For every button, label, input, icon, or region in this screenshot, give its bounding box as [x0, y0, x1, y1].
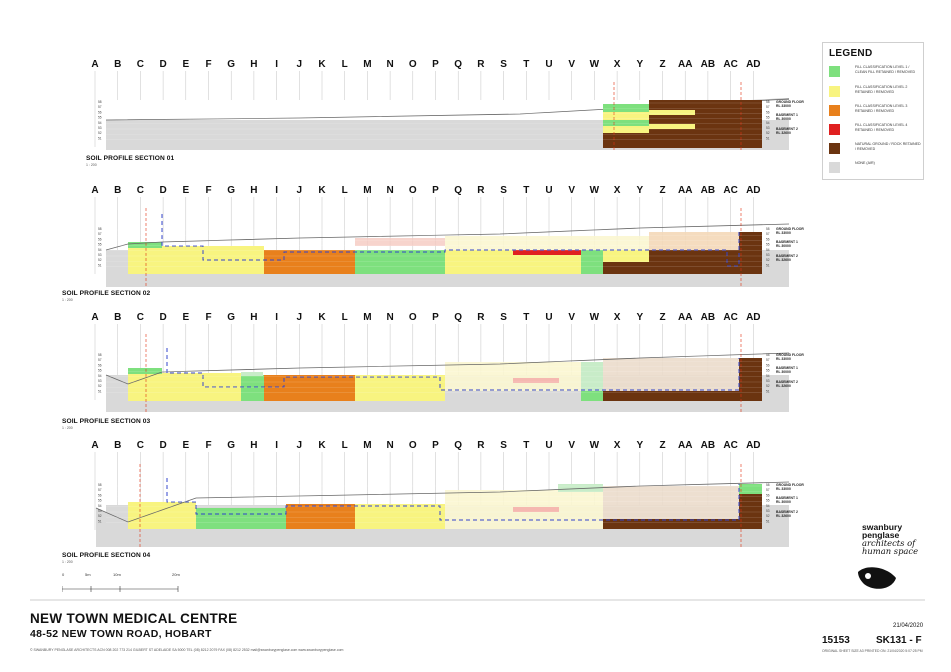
grid-letter: R [477, 185, 485, 196]
rl-tick-label: 58 [98, 353, 102, 357]
grid-letter: K [318, 59, 326, 70]
grid-letter: Z [659, 59, 666, 70]
section-title: SOIL PROFILE SECTION 03 [62, 418, 151, 425]
rl-tick-label: 58 [766, 483, 770, 487]
level-label: BASEMENT 2 [776, 254, 798, 258]
grid-letter: G [227, 59, 236, 70]
grid-letter: AA [677, 312, 693, 323]
grid-letter: E [182, 59, 190, 70]
level-label: RL 33000 [776, 231, 791, 235]
grid-letter: AD [746, 440, 761, 451]
level-label: BASEMENT 1 [776, 366, 798, 370]
grid-letter: AA [677, 440, 693, 451]
grid-letter: K [318, 440, 326, 451]
legend-label: FILL CLASSIFICATION LEVEL 4 RETAINED / REMOVED [855, 123, 908, 132]
level-label: RL 30000 [776, 500, 791, 504]
section-scale: 1 : 200 [62, 560, 73, 564]
grid-letter: B [114, 59, 122, 70]
logo-line2: penglase [862, 530, 900, 540]
grid-letter: A [91, 312, 99, 323]
grid-letter: AA [677, 185, 693, 196]
rl-tick-label: 52 [766, 131, 770, 136]
fill-level2-block [649, 110, 695, 115]
rl-tick-label: 57 [766, 358, 770, 363]
rl-tick-label: 56 [98, 493, 102, 498]
rl-tick-label: 52 [766, 514, 770, 519]
rl-tick-label: 57 [766, 105, 770, 110]
natural-ground-block [739, 358, 762, 401]
legend-label: NONE (AIR) [855, 161, 875, 165]
fill-level1-block [739, 484, 762, 494]
rl-tick-label: 51 [98, 136, 102, 141]
rl-tick-label: 58 [766, 353, 770, 357]
grid-letter: AD [746, 185, 761, 196]
fill-level2-block [603, 112, 649, 120]
scale-label: 20m [172, 572, 180, 577]
level-label: GROUND FLOOR [776, 100, 804, 104]
rl-tick-label: 55 [98, 115, 102, 120]
scale-bar-graphic [62, 586, 182, 592]
legend-label: FILL CLASSIFICATION LEVEL 3 RETAINED / REMOVED [855, 104, 908, 113]
legend-swatch [829, 143, 840, 154]
level-label: RL 30000 [776, 244, 791, 248]
grid-letter: X [613, 59, 621, 70]
rl-tick-label: 53 [766, 126, 770, 130]
legend-item [829, 161, 921, 175]
rl-tick-label: 55 [766, 368, 770, 373]
grid-letter: K [318, 185, 326, 196]
level-label: RL 30000 [776, 370, 791, 374]
grid-letter: S [500, 440, 507, 451]
grid-letter: A [91, 185, 99, 196]
grid-letter: Y [636, 185, 644, 196]
fill-level3-block [264, 375, 355, 401]
legend-item [829, 142, 921, 156]
scale-label: 10m [113, 572, 121, 577]
section-title: SOIL PROFILE SECTION 02 [62, 290, 151, 297]
grid-letter: C [136, 185, 145, 196]
rl-tick-label: 51 [766, 136, 770, 141]
level-label: BASEMENT 2 [776, 380, 798, 384]
section-04 [91, 440, 804, 547]
fill-level1-block [603, 104, 649, 112]
fill-level1-block [603, 120, 649, 126]
grid-letter: Z [659, 312, 666, 323]
rl-tick-label: 51 [98, 519, 102, 524]
grid-letter: J [296, 312, 303, 323]
faded-fill [649, 232, 739, 250]
grid-letter: N [386, 440, 394, 451]
grid-letter: E [182, 185, 190, 196]
level-labels [776, 483, 804, 518]
rl-tick-label: 55 [98, 368, 102, 373]
faded-fill [513, 378, 559, 383]
legend-item [829, 104, 921, 118]
grid-letter: M [363, 440, 372, 451]
grid-letter: E [182, 440, 190, 451]
level-label: RL 33000 [776, 357, 791, 361]
scale-label: 0 [62, 572, 65, 577]
grid-letter: AD [746, 312, 761, 323]
grid-letter: J [296, 440, 303, 451]
grid-letter: H [250, 185, 258, 196]
rl-tick-label: 56 [766, 363, 770, 368]
rl-tick-label: 52 [98, 384, 102, 389]
grid-letter: M [363, 59, 372, 70]
rl-tick-label: 58 [766, 100, 770, 104]
level-label: RL 32600 [776, 131, 791, 135]
company-logo [862, 523, 932, 555]
rl-tick-label: 58 [98, 483, 102, 487]
fill-level1-block [128, 368, 162, 374]
issue-date: 21/04/2020 [893, 623, 924, 629]
legend-swatch [829, 105, 840, 116]
natural-ground-block [739, 232, 762, 274]
level-label: GROUND FLOOR [776, 483, 804, 487]
rl-tick-label: 53 [98, 509, 102, 513]
section-scale: 1 : 200 [62, 426, 73, 430]
logo-mark-icon [856, 564, 900, 592]
legend-label: FILL CLASSIFICATION LEVEL 1 / CLEAN FILL RETAINED / REMOVED [855, 65, 916, 74]
grid-letter: J [296, 185, 303, 196]
fill-level3-block [286, 504, 355, 529]
level-labels [776, 227, 804, 262]
grid-letter: F [205, 185, 212, 196]
grid-letter: R [477, 440, 485, 451]
rl-tick-label: 55 [766, 115, 770, 120]
fill-level2-block [355, 375, 445, 401]
grid-letter: K [318, 312, 326, 323]
grid-letter: AC [723, 440, 738, 451]
section-title: SOIL PROFILE SECTION 04 [62, 552, 151, 559]
rl-tick-label: 55 [766, 498, 770, 503]
rl-tick-label: 54 [98, 247, 102, 252]
grid-letter: I [275, 185, 278, 196]
rl-tick-label: 51 [766, 519, 770, 524]
rl-tick-label: 56 [98, 237, 102, 242]
grid-letter: D [159, 185, 167, 196]
grid-letter: T [523, 59, 530, 70]
grid-letter: Q [454, 312, 463, 323]
grid-letter: F [205, 312, 212, 323]
section-scale: 1 : 200 [86, 163, 97, 167]
faded-fill [603, 358, 739, 391]
fill-level2-block [603, 126, 649, 133]
level-label: GROUND FLOOR [776, 227, 804, 231]
grid-letter: U [545, 59, 553, 70]
grid-letter: D [159, 440, 167, 451]
fill-level1-block [581, 250, 603, 274]
fill-level1-block [196, 508, 286, 529]
grid-letter: S [500, 185, 507, 196]
level-label: RL 32600 [776, 514, 791, 518]
grid-letter: W [589, 185, 600, 196]
grid-letter: T [523, 312, 530, 323]
grid-letter: D [159, 59, 167, 70]
legend-item [829, 65, 921, 79]
rl-tick-label: 57 [98, 488, 102, 493]
grid-letter: S [500, 312, 507, 323]
grid-letter: E [182, 312, 190, 323]
logo-tagline2: human space [862, 546, 919, 556]
rl-tick-label: 53 [98, 379, 102, 383]
rl-tick-label: 51 [766, 389, 770, 394]
grid-letter: P [432, 59, 439, 70]
legend-swatch [829, 66, 840, 77]
rl-tick-label: 54 [98, 120, 102, 125]
rl-tick-label: 57 [98, 232, 102, 237]
grid-letter: AB [700, 185, 716, 196]
rl-tick-label: 54 [98, 503, 102, 508]
rl-tick-label: 55 [766, 242, 770, 247]
grid-letter: G [227, 312, 236, 323]
faded-fill [241, 372, 263, 376]
grid-letter: L [341, 440, 348, 451]
rl-tick-label: 56 [98, 110, 102, 115]
grid-letter: H [250, 59, 258, 70]
grid-letter: W [589, 440, 600, 451]
level-label: BASEMENT 1 [776, 496, 798, 500]
grid-letter: Q [454, 440, 463, 451]
level-labels [776, 353, 804, 388]
rl-tick-label: 56 [98, 363, 102, 368]
rl-tick-label: 52 [766, 258, 770, 263]
faded-fill [355, 238, 445, 246]
grid-letter: V [568, 185, 576, 196]
rl-tick-label: 52 [98, 258, 102, 263]
grid-letter: V [568, 440, 576, 451]
rl-tick-label: 52 [98, 131, 102, 136]
rl-tick-label: 53 [766, 509, 770, 513]
grid-letter: U [545, 312, 553, 323]
grid-letter: B [114, 440, 122, 451]
grid-letter: R [477, 312, 485, 323]
grid-letter: L [341, 59, 348, 70]
rl-tick-label: 54 [98, 373, 102, 378]
scale-bar [62, 572, 182, 597]
grid-letter: X [613, 440, 621, 451]
grid-letter: AA [677, 59, 693, 70]
grid-letter: T [523, 185, 530, 196]
grid-letter: L [341, 185, 348, 196]
legend-title: LEGEND [829, 48, 873, 59]
faded-fill [445, 236, 649, 250]
legend-label: FILL CLASSIFICATION LEVEL 2 RETAINED / REMOVED [855, 85, 908, 94]
grid-letter: Y [636, 440, 644, 451]
level-label: BASEMENT 1 [776, 113, 798, 117]
scale-label: 5m [85, 572, 91, 577]
rl-tick-label: 53 [766, 253, 770, 257]
rl-tick-label: 53 [98, 253, 102, 257]
grid-letter: C [136, 440, 145, 451]
grid-letter: M [363, 312, 372, 323]
logo-tagline1: architects of [862, 538, 916, 548]
rl-tick-label: 57 [98, 358, 102, 363]
level-label: BASEMENT 2 [776, 127, 798, 131]
grid-letter: AB [700, 312, 716, 323]
level-label: RL 32600 [776, 384, 791, 388]
level-label: BASEMENT 2 [776, 510, 798, 514]
rl-tick-label: 52 [766, 384, 770, 389]
rl-tick-label: 51 [98, 263, 102, 268]
level-label: GROUND FLOOR [776, 353, 804, 357]
grid-letter: Y [636, 59, 644, 70]
grid-letter: O [408, 185, 417, 196]
print-info: ORIGINAL SHEET SIZE A3 PRINTED ON: 21/04/2020 5:07:25 PM [822, 649, 923, 653]
grid-letter: I [275, 312, 278, 323]
rl-tick-label: 57 [98, 105, 102, 110]
rl-tick-label: 56 [766, 237, 770, 242]
grid-letter: Z [659, 440, 666, 451]
legend-swatch [829, 162, 840, 173]
grid-letter: A [91, 59, 99, 70]
grid-letter: F [205, 59, 212, 70]
section-02 [91, 185, 804, 287]
rl-tick-label: 58 [766, 227, 770, 231]
fill-level2-block [128, 373, 241, 401]
legend-label: NATURAL GROUND / ROCK RETAINED / REMOVED [855, 142, 921, 151]
legend-item [829, 123, 921, 137]
logo-line1: swanbury [862, 522, 903, 532]
grid-letter: X [613, 185, 621, 196]
grid-letter: N [386, 312, 394, 323]
rl-tick-label: 54 [766, 120, 770, 125]
level-label: RL 33000 [776, 104, 791, 108]
grid-letter: N [386, 59, 394, 70]
fill-level1-block [241, 375, 264, 401]
grid-letter: AB [700, 440, 716, 451]
grid-letter: T [523, 440, 530, 451]
grid-letter: C [136, 59, 145, 70]
rl-tick-label: 54 [766, 503, 770, 508]
level-label: RL 30000 [776, 117, 791, 121]
grid-letter: W [589, 59, 600, 70]
level-labels [776, 100, 804, 135]
section-01 [91, 59, 804, 150]
rl-tick-label: 56 [766, 110, 770, 115]
rl-tick-label: 56 [766, 493, 770, 498]
grid-letter: P [432, 312, 439, 323]
legend-swatch [829, 124, 840, 135]
grid-letter: L [341, 312, 348, 323]
grid-letter: J [296, 59, 303, 70]
grid-letter: Y [636, 312, 644, 323]
project-number: 15153 [822, 635, 850, 646]
rl-tick-label: 55 [98, 498, 102, 503]
grid-letter: I [275, 440, 278, 451]
rl-tick-label: 51 [98, 389, 102, 394]
section-03 [91, 312, 804, 412]
grid-letter: Q [454, 59, 463, 70]
fill-level3-block [264, 250, 355, 274]
fill-level2-block [355, 504, 445, 529]
grid-letter: AD [746, 59, 761, 70]
faded-fill [603, 486, 739, 519]
grid-letter: B [114, 312, 122, 323]
grid-letter: O [408, 312, 417, 323]
grid-letter: AB [700, 59, 716, 70]
grid-letter: AC [723, 185, 738, 196]
legend-item [829, 85, 921, 99]
grid-letter: R [477, 59, 485, 70]
project-name: NEW TOWN MEDICAL CENTRE [30, 611, 238, 626]
grid-letter: O [408, 440, 417, 451]
rl-tick-label: 53 [766, 379, 770, 383]
grid-letter: B [114, 185, 122, 196]
grid-letter: A [91, 440, 99, 451]
grid-letter: D [159, 312, 167, 323]
legend [822, 42, 924, 180]
rl-tick-label: 55 [98, 242, 102, 247]
section-title: SOIL PROFILE SECTION 01 [86, 155, 175, 162]
legend-swatch [829, 86, 840, 97]
grid-letter: I [275, 59, 278, 70]
rl-tick-label: 54 [766, 247, 770, 252]
grid-letter: P [432, 185, 439, 196]
level-label: RL 32600 [776, 258, 791, 262]
grid-letter: Q [454, 185, 463, 196]
project-address: 48-52 NEW TOWN ROAD, HOBART [30, 628, 212, 640]
rl-tick-label: 58 [98, 100, 102, 104]
section-scale: 1 : 200 [62, 298, 73, 302]
natural-ground-block [603, 133, 649, 148]
grid-letter: AC [723, 312, 738, 323]
grid-letter: M [363, 185, 372, 196]
rl-tick-label: 51 [766, 263, 770, 268]
rl-tick-label: 58 [98, 227, 102, 231]
grid-letter: AC [723, 59, 738, 70]
grid-letter: Z [659, 185, 666, 196]
fill-level2-block [649, 124, 695, 129]
grid-letter: F [205, 440, 212, 451]
grid-letter: G [227, 440, 236, 451]
faded-fill [513, 507, 559, 512]
sheet-number: SK131 - F [876, 635, 922, 646]
grid-letter: G [227, 185, 236, 196]
grid-letter: O [408, 59, 417, 70]
rl-tick-label: 54 [766, 373, 770, 378]
grid-letter: V [568, 312, 576, 323]
level-label: RL 33000 [776, 487, 791, 491]
grid-letter: C [136, 312, 145, 323]
rl-tick-label: 57 [766, 488, 770, 493]
grid-letter: H [250, 312, 258, 323]
rl-tick-label: 57 [766, 232, 770, 237]
grid-letter: S [500, 59, 507, 70]
rl-tick-label: 52 [98, 514, 102, 519]
grid-letter: V [568, 59, 576, 70]
grid-letter: X [613, 312, 621, 323]
grid-letter: N [386, 185, 394, 196]
grid-letter: U [545, 440, 553, 451]
level-label: BASEMENT 1 [776, 240, 798, 244]
company-footer: © SWANBURY PENGLASE ARCHITECTS ACN 008 202 773 214 GILBERT ST ADELAIDE SA 5000 TEL (08) 8212 2079 FAX (08) 8212 2532 mail@swanburypenglase.com www.swanburypenglase.com [30, 648, 344, 652]
grid-letter: P [432, 440, 439, 451]
fill-level2-block [128, 502, 196, 529]
grid-letter: W [589, 312, 600, 323]
grid-letter: U [545, 185, 553, 196]
rl-tick-label: 53 [98, 126, 102, 130]
grid-letter: H [250, 440, 258, 451]
fill-level1-block [355, 250, 445, 274]
